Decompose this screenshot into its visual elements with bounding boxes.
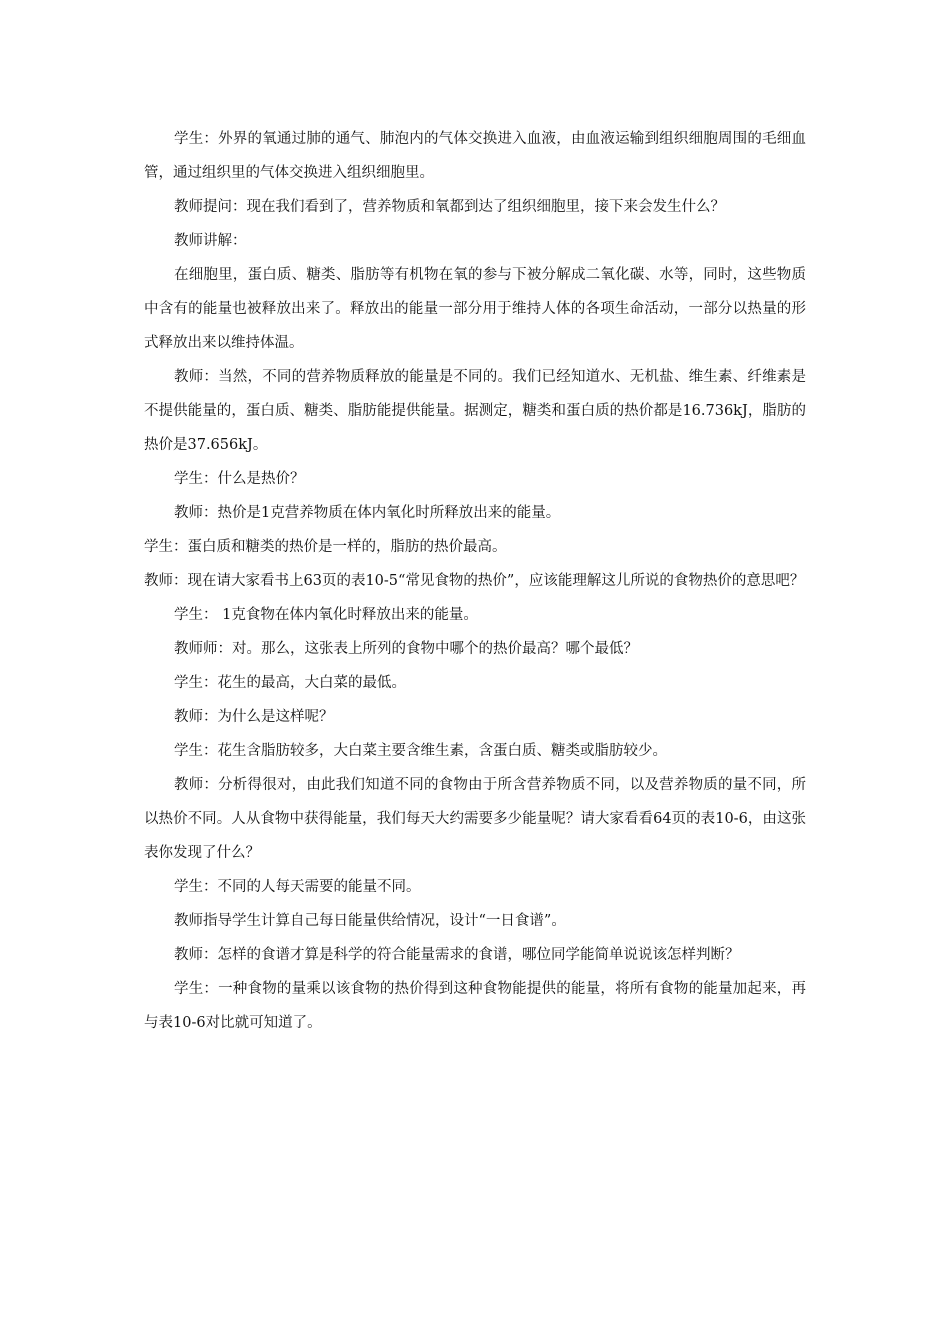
paragraph: 教师：热价是1克营养物质在体内氧化时所释放出来的能量。 — [174, 505, 561, 521]
paragraph: 教师：怎样的食谱才算是科学的符合能量需求的食谱，哪位同学能简单说说该怎样判断？ — [174, 947, 740, 963]
paragraph: 学生：不同的人每天需要的能量不同。 — [174, 879, 421, 895]
paragraph: 教师指导学生计算自己每日能量供给情况，设计“一日食谱”。 — [174, 913, 566, 929]
paragraph: 学生：什么是热价？ — [174, 471, 305, 487]
paragraph: 学生：花生的最高，大白菜的最低。 — [174, 675, 406, 691]
paragraph: 教师提问：现在我们看到了，营养物质和氧都到达了组织细胞里，接下来会发生什么？ — [174, 199, 725, 215]
paragraph: 教师：分析得很对，由此我们知道不同的食物由于所含营养物质不同，以及营养物质的量不同，所以热价不同。人从食物中获得能量，我们每天大约需要多少能量呢？请大家看看64页的表10-6，由这张表你发现了什么？ — [144, 777, 806, 861]
paragraph: 教师师：对。那么，这张表上所列的食物中哪个的热价最高？哪个最低？ — [174, 641, 638, 657]
paragraph: 学生：蛋白质和糖类的热价是一样的，脂肪的热价最高。 — [144, 539, 507, 555]
paragraph: 学生： 1克食物在体内氧化时释放出来的能量。 — [174, 607, 478, 623]
paragraph: 教师：为什么是这样呢？ — [174, 709, 334, 725]
document-body — [144, 122, 806, 1040]
paragraph: 学生：花生含脂肪较多，大白菜主要含维生素，含蛋白质、糖类或脂肪较少。 — [174, 743, 667, 759]
paragraph: 教师：当然，不同的营养物质释放的能量是不同的。我们已经知道水、无机盐、维生素、纤维素是不提供能量的，蛋白质、糖类、脂肪能提供能量。据测定，糖类和蛋白质的热价都是16.736kJ，脂肪的热价是37.656kJ。 — [144, 369, 806, 453]
paragraph: 教师：现在请大家看书上63页的表10-5“常见食物的热价”，应该能理解这儿所说的食物热价的意思吧？ — [144, 573, 805, 589]
paragraph: 学生：一种食物的量乘以该食物的热价得到这种食物能提供的能量，将所有食物的能量加起来，再与表10-6对比就可知道了。 — [144, 981, 806, 1031]
paragraph: 在细胞里，蛋白质、糖类、脂肪等有机物在氧的参与下被分解成二氧化碳、水等，同时，这些物质中含有的能量也被释放出来了。释放出的能量一部分用于维持人体的各项生命活动，一部分以热量的形式释放出来以维持体温。 — [144, 267, 806, 351]
paragraph: 教师讲解： — [174, 233, 247, 249]
paragraph: 学生：外界的氧通过肺的通气、肺泡内的气体交换进入血液，由血液运输到组织细胞周围的毛细血管，通过组织里的气体交换进入组织细胞里。 — [144, 131, 806, 181]
